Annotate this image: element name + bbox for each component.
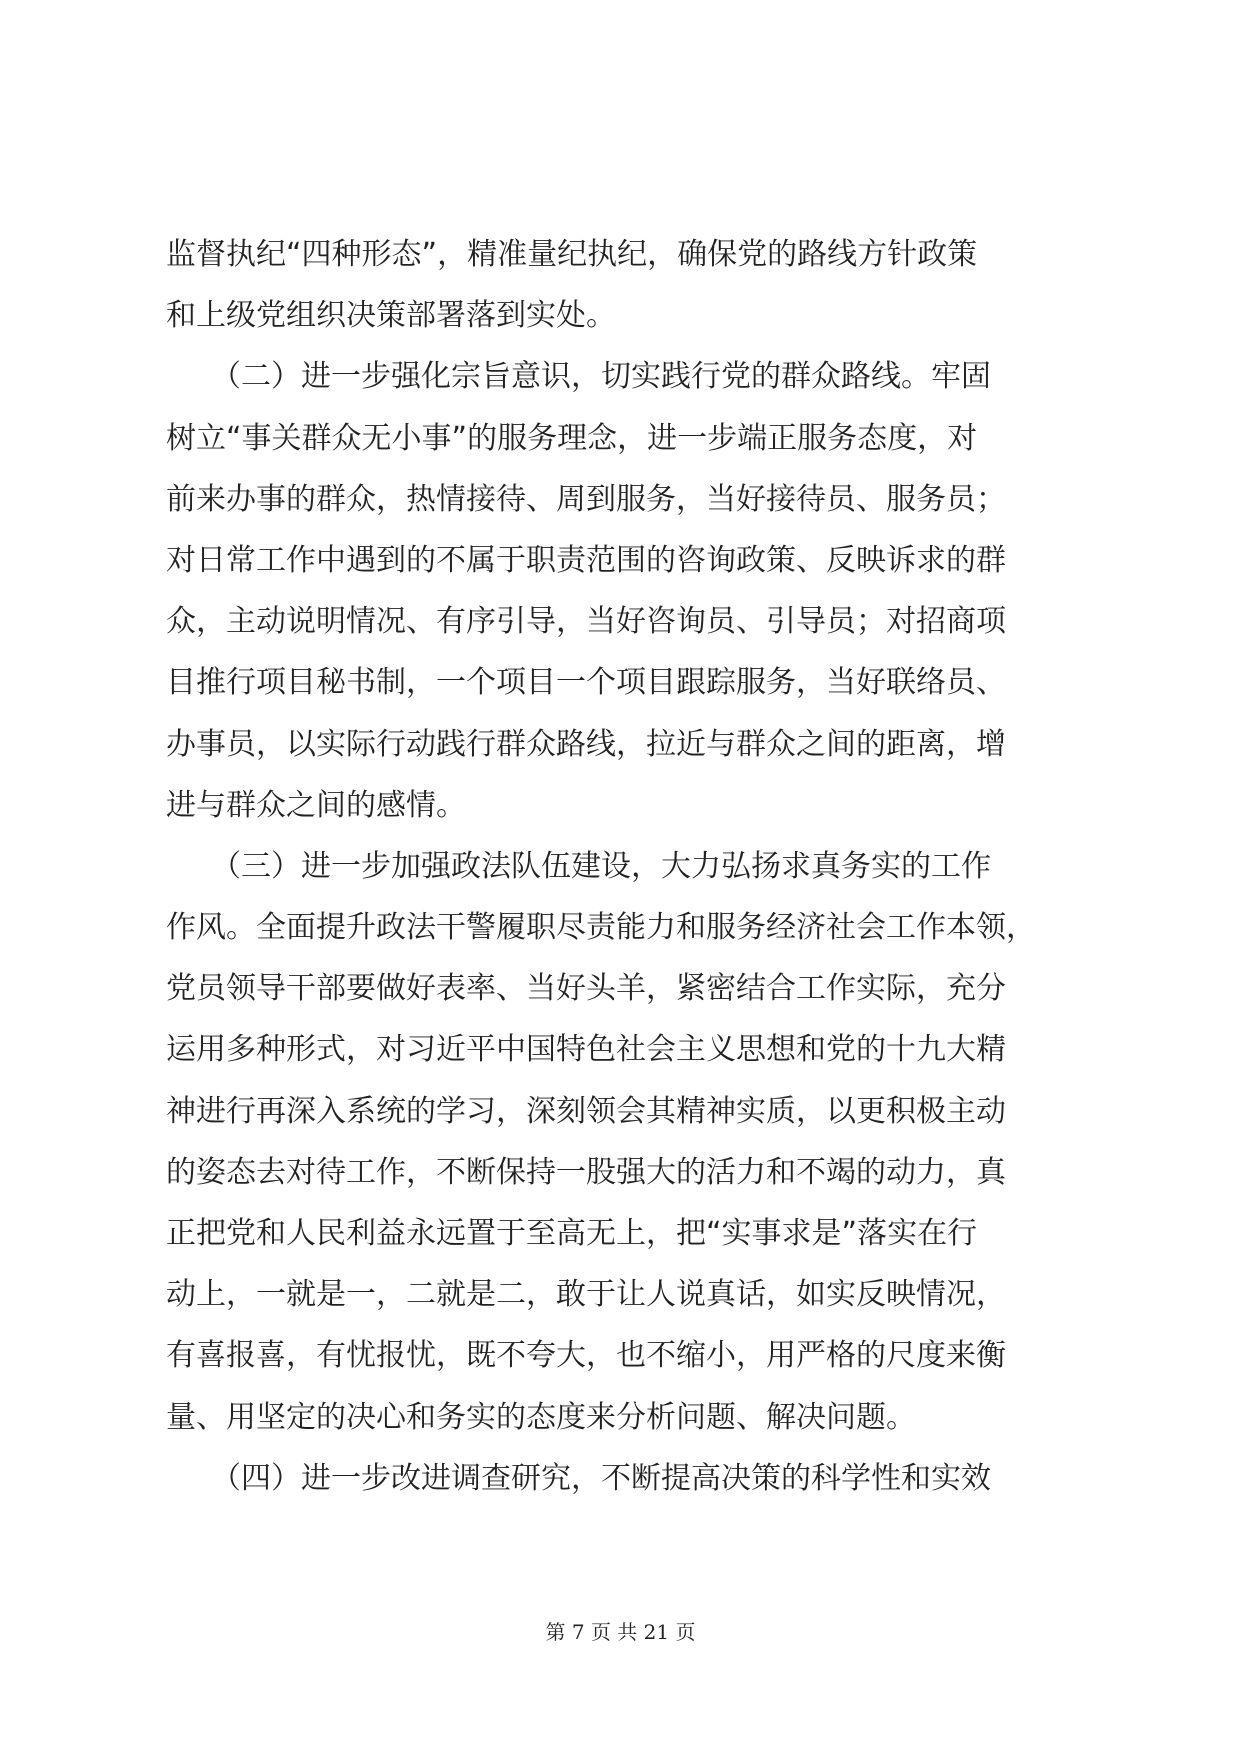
- text-line: （三）进一步加强政法队伍建设，大力弘扬求真务实的工作: [166, 848, 991, 884]
- text-line: 党员领导干部要做好表率、当好头羊，紧密结合工作实际，充分: [166, 971, 1006, 1007]
- text-line: 正把党和人民利益永远置于至高无上，把“实事求是”落实在行: [166, 1216, 978, 1251]
- text-line: 树立“事关群众无小事”的服务理念，进一步端正服务态度，对: [166, 420, 978, 456]
- text-line: 和上级党组织决策部署落到实处。: [166, 298, 616, 334]
- text-line: 进与群众之间的感情。: [166, 787, 466, 823]
- body-text: [166, 224, 1086, 1509]
- text-line: 有喜报喜，有忧报忧，既不夸大，也不缩小，用严格的尺度来衡: [166, 1338, 1006, 1374]
- text-line: 目推行项目秘书制，一个项目一个项目跟踪服务，当好联络员、: [166, 665, 1006, 701]
- text-line: （二）进一步强化宗旨意识，切实践行党的群众路线。牢固: [166, 359, 991, 395]
- text-line: 量、用坚定的决心和务实的态度来分析问题、解决问题。: [166, 1399, 916, 1435]
- text-line: 作风。全面提升政法干警履职尽责能力和服务经济社会工作本领，: [166, 910, 1036, 946]
- page-number-footer: 第 7 页 共 21 页: [545, 1620, 696, 1644]
- text-line: 动上，一就是一，二就是二，敢于让人说真话，如实反映情况，: [166, 1277, 1006, 1313]
- text-line: 前来办事的群众，热情接待、周到服务，当好接待员、服务员；: [166, 481, 1006, 517]
- text-line: 运用多种形式，对习近平中国特色社会主义思想和党的十九大精: [166, 1032, 1006, 1068]
- text-line: 监督执纪“四种形态”，精准量纪执纪，确保党的路线方针政策: [166, 237, 978, 272]
- text-line: （四）进一步改进调查研究，不断提高决策的科学性和实效: [166, 1460, 991, 1496]
- text-line: 对日常工作中遇到的不属于职责范围的咨询政策、反映诉求的群: [166, 542, 1006, 578]
- text-line: 神进行再深入系统的学习，深刻领会其精神实质，以更积极主动: [166, 1093, 1006, 1129]
- text-line: 众，主动说明情况、有序引导，当好咨询员、引导员；对招商项: [166, 604, 1006, 640]
- text-line: 办事员，以实际行动践行群众路线，拉近与群众之间的距离，增: [166, 726, 1006, 762]
- text-line: 的姿态去对待工作，不断保持一股强大的活力和不竭的动力，真: [166, 1154, 1006, 1190]
